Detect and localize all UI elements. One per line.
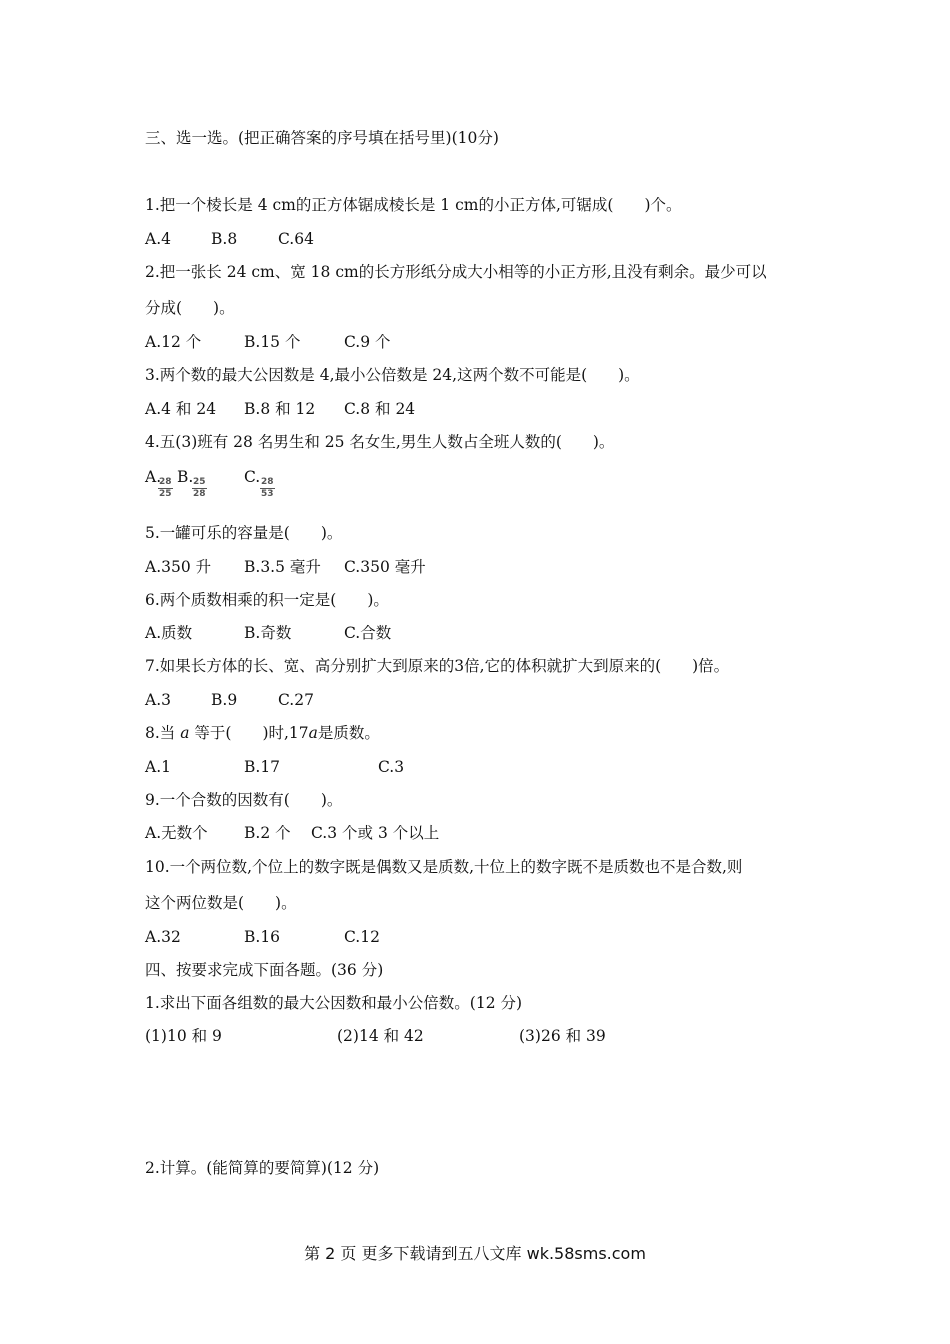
q4-fraction-b-denominator: 28 (193, 489, 206, 496)
q6-option-a: A.质数 (145, 624, 193, 642)
question-5: 5.一罐可乐的容量是( )。 (145, 524, 343, 542)
q5-option-a: A.350 升 (145, 558, 212, 576)
q8-option-a: A.1 (145, 758, 171, 776)
s4q1-item-1: (1)10 和 9 (145, 1027, 222, 1045)
q4-fraction-b-numerator: 25 (193, 477, 206, 487)
question-3: 3.两个数的最大公因数是 4,最小公倍数是 24,这两个数不可能是( )。 (145, 366, 640, 384)
section3-heading: 三、选一选。(把正确答案的序号填在括号里)(10分) (145, 129, 499, 147)
q5-option-b: B.3.5 毫升 (244, 558, 321, 576)
q1-option-c: C.64 (278, 230, 314, 248)
section4-question-2: 2.计算。(能简算的要简算)(12 分) (145, 1159, 380, 1177)
question-8-variable-2: a (308, 724, 318, 742)
q9-option-c: C.3 个或 3 个以上 (311, 824, 440, 842)
q5-option-c: C.350 毫升 (344, 558, 426, 576)
q2-option-c: C.9 个 (344, 333, 391, 351)
q4-fraction-b (192, 478, 207, 496)
page-footer: 第 2 页 更多下载请到五八文库 wk.58sms.com (304, 1244, 646, 1263)
q4-fraction-a-numerator: 28 (159, 477, 172, 487)
q8-option-b: B.17 (244, 758, 281, 776)
section4-heading: 四、按要求完成下面各题。(36 分) (145, 961, 384, 979)
q3-option-a: A.4 和 24 (145, 400, 217, 418)
q4-option-b: B. (177, 468, 194, 486)
question-2-line1: 2.把一张长 24 cm、宽 18 cm的长方形纸分成大小相等的小正方形,且没有剩余。最少可以 (145, 263, 767, 281)
q7-option-a: A.3 (145, 691, 171, 709)
q4-fraction-a-denominator: 25 (159, 489, 172, 496)
q1-option-b: B.8 (211, 230, 238, 248)
question-4: 4.五(3)班有 28 名男生和 25 名女生,男生人数占全班人数的( )。 (145, 433, 615, 451)
q7-option-b: B.9 (211, 691, 238, 709)
s4q1-item-2: (2)14 和 42 (337, 1027, 424, 1045)
question-7: 7.如果长方体的长、宽、高分别扩大到原来的3倍,它的体积就扩大到原来的( )倍。 (145, 657, 730, 675)
q4-fraction-c (260, 478, 275, 496)
q3-option-c: C.8 和 24 (344, 400, 416, 418)
question-10-line1: 10.一个两位数,个位上的数字既是偶数又是质数,十位上的数字既不是质数也不是合数,则 (145, 858, 743, 876)
question-8 (145, 723, 380, 743)
q9-option-a: A.无数个 (145, 824, 208, 842)
q4-fraction-a (158, 478, 173, 496)
q10-option-a: A.32 (145, 928, 181, 946)
section4-question-1: 1.求出下面各组数的最大公因数和最小公倍数。(12 分) (145, 994, 523, 1012)
q4-fraction-c-numerator: 28 (261, 477, 274, 487)
q7-option-c: C.27 (278, 691, 314, 709)
q3-option-b: B.8 和 12 (244, 400, 316, 418)
question-1: 1.把一个棱长是 4 cm的正方体锯成棱长是 1 cm的小正方体,可锯成( )个。 (145, 196, 682, 214)
q1-option-a: A.4 (145, 230, 171, 248)
q4-fraction-c-denominator: 53 (261, 489, 274, 496)
question-9: 9.一个合数的因数有( )。 (145, 791, 343, 809)
q4-option-c: C. (244, 468, 261, 486)
q10-option-c: C.12 (344, 928, 380, 946)
s4q1-item-3: (3)26 和 39 (519, 1027, 606, 1045)
q10-option-b: B.16 (244, 928, 281, 946)
q2-option-a: A.12 个 (145, 333, 202, 351)
q8-option-c: C.3 (378, 758, 405, 776)
question-8-prefix: 8.当 (145, 724, 181, 742)
question-8-suffix: 是质数。 (317, 724, 380, 742)
q9-option-b: B.2 个 (244, 824, 291, 842)
question-8-middle: 等于( )时,17 (189, 724, 309, 742)
question-2-line2: 分成( )。 (145, 299, 235, 317)
q2-option-b: B.15 个 (244, 333, 301, 351)
question-8-variable: a (180, 724, 190, 742)
q4-option-a: A. (145, 468, 162, 486)
question-6: 6.两个质数相乘的积一定是( )。 (145, 591, 389, 609)
q6-option-c: C.合数 (344, 624, 392, 642)
question-10-line2: 这个两位数是( )。 (145, 894, 297, 912)
q6-option-b: B.奇数 (244, 624, 292, 642)
